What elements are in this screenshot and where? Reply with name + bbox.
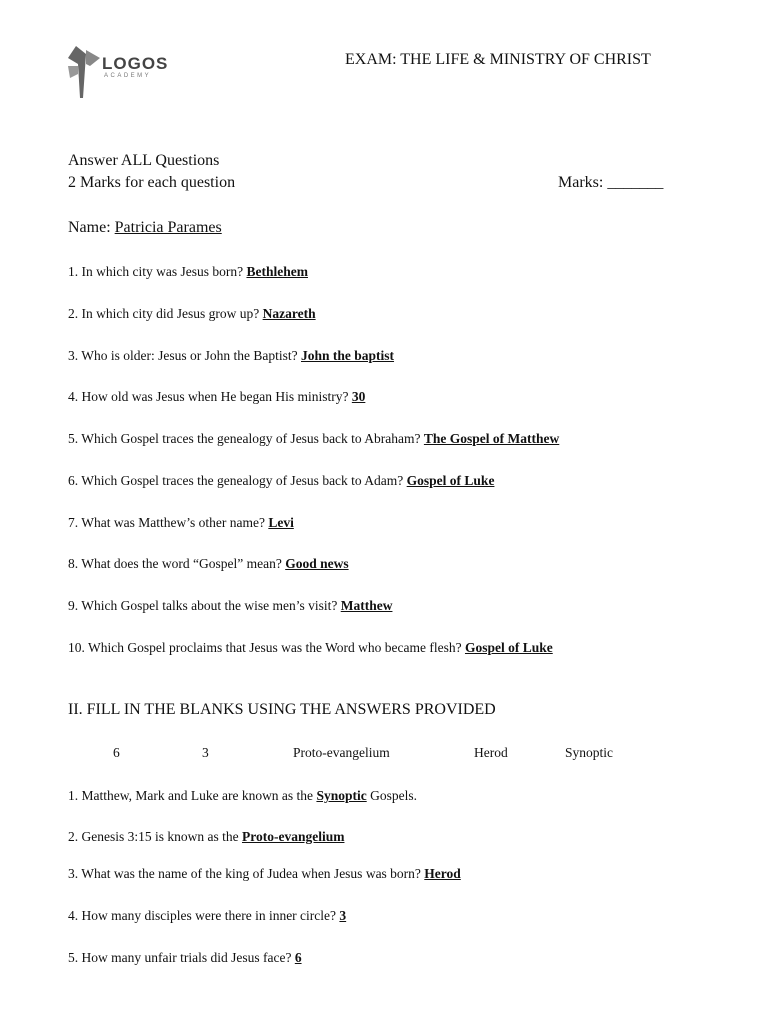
answer-text: Matthew xyxy=(340,598,393,613)
answer-text: Bethlehem xyxy=(246,264,308,279)
question-item: 8. What does the word “Gospel” mean? Good news xyxy=(68,556,349,571)
name-value: Patricia Parames xyxy=(114,219,222,236)
answer-text: Gospel of Luke xyxy=(406,473,495,488)
fill-question-item: 2. Genesis 3:15 is known as the Proto-evangelium xyxy=(68,829,345,844)
answer-text: Gospel of Luke xyxy=(464,640,553,655)
question-item: 4. How old was Jesus when He began His ministry? 30 xyxy=(68,389,366,404)
logo-text: LOGOS xyxy=(102,54,169,73)
answer-text: Herod xyxy=(424,866,461,881)
fill-question-item: 3. What was the name of the king of Judea when Jesus was born? Herod xyxy=(68,866,461,881)
exam-title: EXAM: THE LIFE & MINISTRY OF CHRIST xyxy=(345,51,651,68)
word-bank-item: Herod xyxy=(474,745,508,760)
instruction-line-2: 2 Marks for each question xyxy=(68,174,236,191)
word-bank-item: Synoptic xyxy=(565,745,614,760)
name-field xyxy=(68,219,222,237)
answer-text: Good news xyxy=(285,556,349,571)
word-bank-item: 6 xyxy=(113,745,120,760)
answer-text: 30 xyxy=(351,389,366,404)
word-bank-item: Proto-evangelium xyxy=(293,745,390,760)
fill-question-item: 5. How many unfair trials did Jesus face? 6 xyxy=(68,950,302,965)
name-label: Name: xyxy=(68,219,111,236)
answer-text: John the baptist xyxy=(301,348,395,363)
answer-text: 3 xyxy=(339,908,347,923)
question-item: 10. Which Gospel proclaims that Jesus was the Word who became flesh? Gospel of Luke xyxy=(68,640,553,655)
answer-text: Synoptic xyxy=(316,788,367,803)
question-item: 2. In which city did Jesus grow up? Nazareth xyxy=(68,306,316,321)
answer-text: 6 xyxy=(294,950,302,965)
marks-field xyxy=(558,174,663,192)
word-bank-item: 3 xyxy=(202,745,209,760)
question-item: 1. In which city was Jesus born? Bethlehem xyxy=(68,264,308,279)
marks-blank: _______ xyxy=(607,174,664,191)
logo-subtext: ACADEMY xyxy=(104,73,152,79)
cross-icon xyxy=(66,44,102,100)
answer-text: Nazareth xyxy=(262,306,316,321)
question-item: 3. Who is older: Jesus or John the Baptist? John the baptist xyxy=(68,348,395,363)
answer-text: Levi xyxy=(268,515,294,530)
question-item: 7. What was Matthew’s other name? Levi xyxy=(68,515,294,530)
answer-text: Proto-evangelium xyxy=(241,829,345,844)
marks-label: Marks: xyxy=(558,174,604,191)
question-item: 6. Which Gospel traces the genealogy of Jesus back to Adam? Gospel of Luke xyxy=(68,473,495,488)
question-item: 5. Which Gospel traces the genealogy of Jesus back to Abraham? The Gospel of Matthew xyxy=(68,431,560,446)
answer-text: The Gospel of Matthew xyxy=(423,431,560,446)
logo xyxy=(66,44,176,100)
instruction-line-1: Answer ALL Questions xyxy=(68,152,220,169)
question-item: 9. Which Gospel talks about the wise men’s visit? Matthew xyxy=(68,598,393,613)
fill-question-item: 4. How many disciples were there in inner circle? 3 xyxy=(68,908,347,923)
fill-question-item: 1. Matthew, Mark and Luke are known as the Synoptic Gospels. xyxy=(68,788,417,803)
section-title: II. FILL IN THE BLANKS USING THE ANSWERS PROVIDED xyxy=(68,701,496,718)
